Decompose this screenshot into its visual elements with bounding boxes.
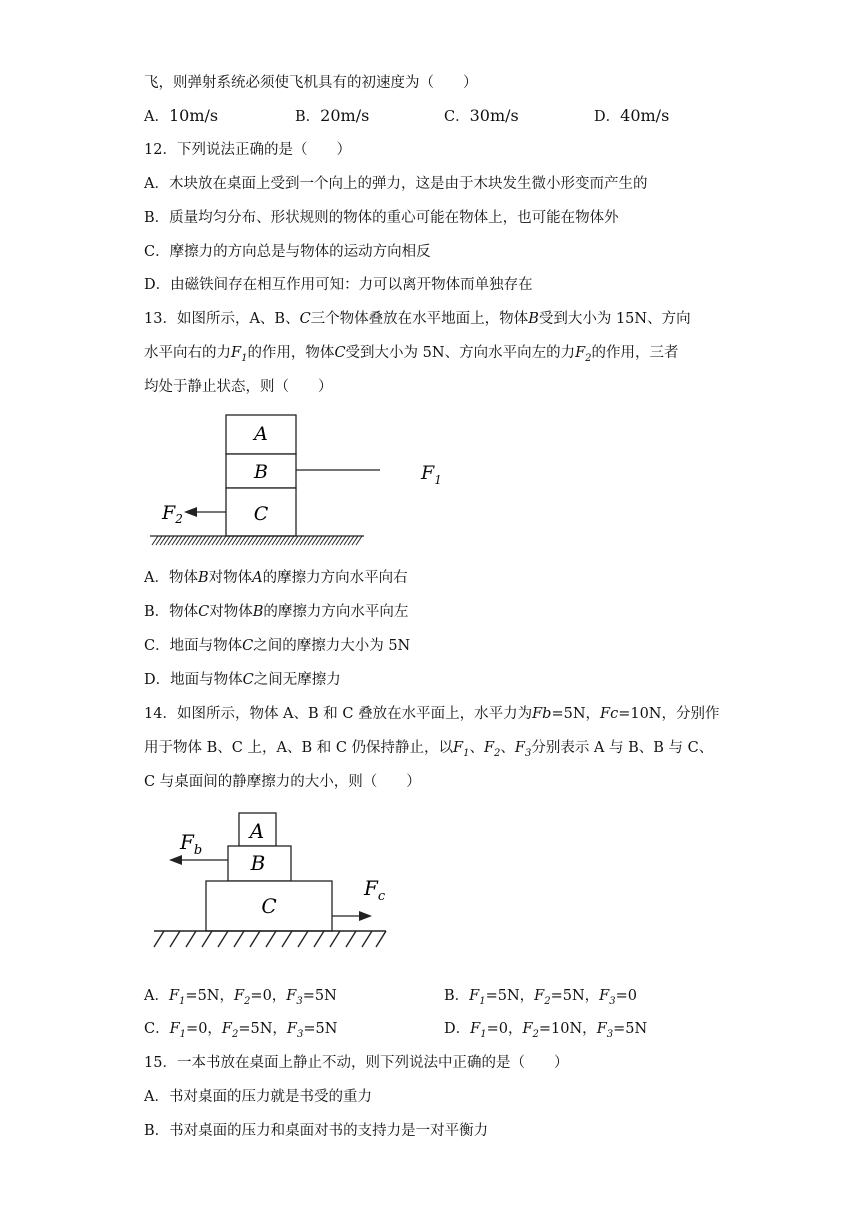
q13-stem-line1: 13．如图所示，A、B、C三个物体叠放在水平地面上，物体B受到大小为 15N、方向 <box>144 311 691 327</box>
q12-option-b: B．质量均匀分布、形状规则的物体的重心可能在物体上，也可能在物体外 <box>144 210 619 226</box>
q12-stem: 12．下列说法正确的是（ ） <box>144 142 351 158</box>
q13-f2-arrowhead <box>184 507 197 517</box>
q13-option-b: B．物体C对物体B的摩擦力方向水平向左 <box>144 604 409 620</box>
q14-fc-label: $F_c$ <box>364 876 386 904</box>
q14-fc-arrowhead <box>359 911 372 921</box>
q14-stem-line3: C 与桌面间的静摩擦力的大小，则（ ） <box>144 774 421 790</box>
q11-option-d: D．40m/s <box>594 106 670 125</box>
q14-option-c: C．$F_1=0$，$F_2=5N$，$F_3=5N$ <box>144 1021 338 1040</box>
q14-fb-arrowhead <box>169 855 182 865</box>
q13-option-c: C．地面与物体C之间的摩擦力大小为 5N <box>144 638 411 654</box>
q14-option-a: A．$F_1=5N$，$F_2=0$，$F_3=5N$ <box>144 988 337 1007</box>
q13-label-c: C <box>253 503 269 525</box>
q13-figure <box>140 405 380 550</box>
q13-label-a: A <box>254 423 268 445</box>
q13-option-a: A．物体B对物体A的摩擦力方向水平向右 <box>144 570 408 586</box>
q14-option-b: B．$F_1=5N$，$F_2=5N$，$F_3=0$ <box>444 988 637 1007</box>
q13-stem-line2: 水平向右的力$F_1$的作用，物体C受到大小为 5N、方向水平向左的力$F_2$的作用，三者 <box>144 345 679 364</box>
q11-option-b: B．20m/s <box>295 106 370 125</box>
q14-option-d: D．$F_1=0$，$F_2=10N$，$F_3=5N$ <box>444 1021 648 1040</box>
q13-ground-hatch <box>152 536 362 545</box>
q13-label-b: B <box>254 461 268 483</box>
q11-option-c: C．30m/s <box>444 106 519 125</box>
q13-stem-line3: 均处于静止状态，则（ ） <box>144 379 333 395</box>
q13-f2-label: $F_2$ <box>162 502 183 526</box>
q14-figure <box>150 805 395 955</box>
q12-option-c: C．摩擦力的方向总是与物体的运动方向相反 <box>144 244 431 260</box>
q14-label-a: A <box>249 819 265 843</box>
q11-stem-tail: 飞，则弹射系统必须使飞机具有的初速度为（ ） <box>144 75 478 91</box>
q14-label-c: C <box>261 894 277 918</box>
q15-option-b: B．书对桌面的压力和桌面对书的支持力是一对平衡力 <box>144 1123 489 1139</box>
q15-stem: 15．一本书放在桌面上静止不动，则下列说法中正确的是（ ） <box>144 1055 569 1071</box>
q14-stem-line2: 用于物体 B、C 上，A、B 和 C 仍保持静止，以$F_1$、$F_2$、$F_3$分别表示 A 与 B、B 与 C、 <box>144 740 714 759</box>
q12-option-d: D．由磁铁间存在相互作用可知：力可以离开物体而单独存在 <box>144 277 533 293</box>
q14-ground-hatch <box>154 931 386 947</box>
q12-option-a: A．木块放在桌面上受到一个向上的弹力，这是由于木块发生微小形变而产生的 <box>144 176 648 192</box>
q13-option-d: D．地面与物体C之间无摩擦力 <box>144 672 341 688</box>
q14-fb-label: $F_b$ <box>180 830 203 858</box>
q11-option-a: A．10m/s <box>144 106 219 125</box>
q13-f1-label: $F_1$ <box>421 462 442 487</box>
q14-label-b: B <box>250 851 266 875</box>
q14-stem-line1: 14．如图所示，物体 A、B 和 C 叠放在水平面上，水平力为Fb=5N，Fc=10N，分别作 <box>144 706 720 722</box>
q15-option-a: A．书对桌面的压力就是书受的重力 <box>144 1089 372 1105</box>
